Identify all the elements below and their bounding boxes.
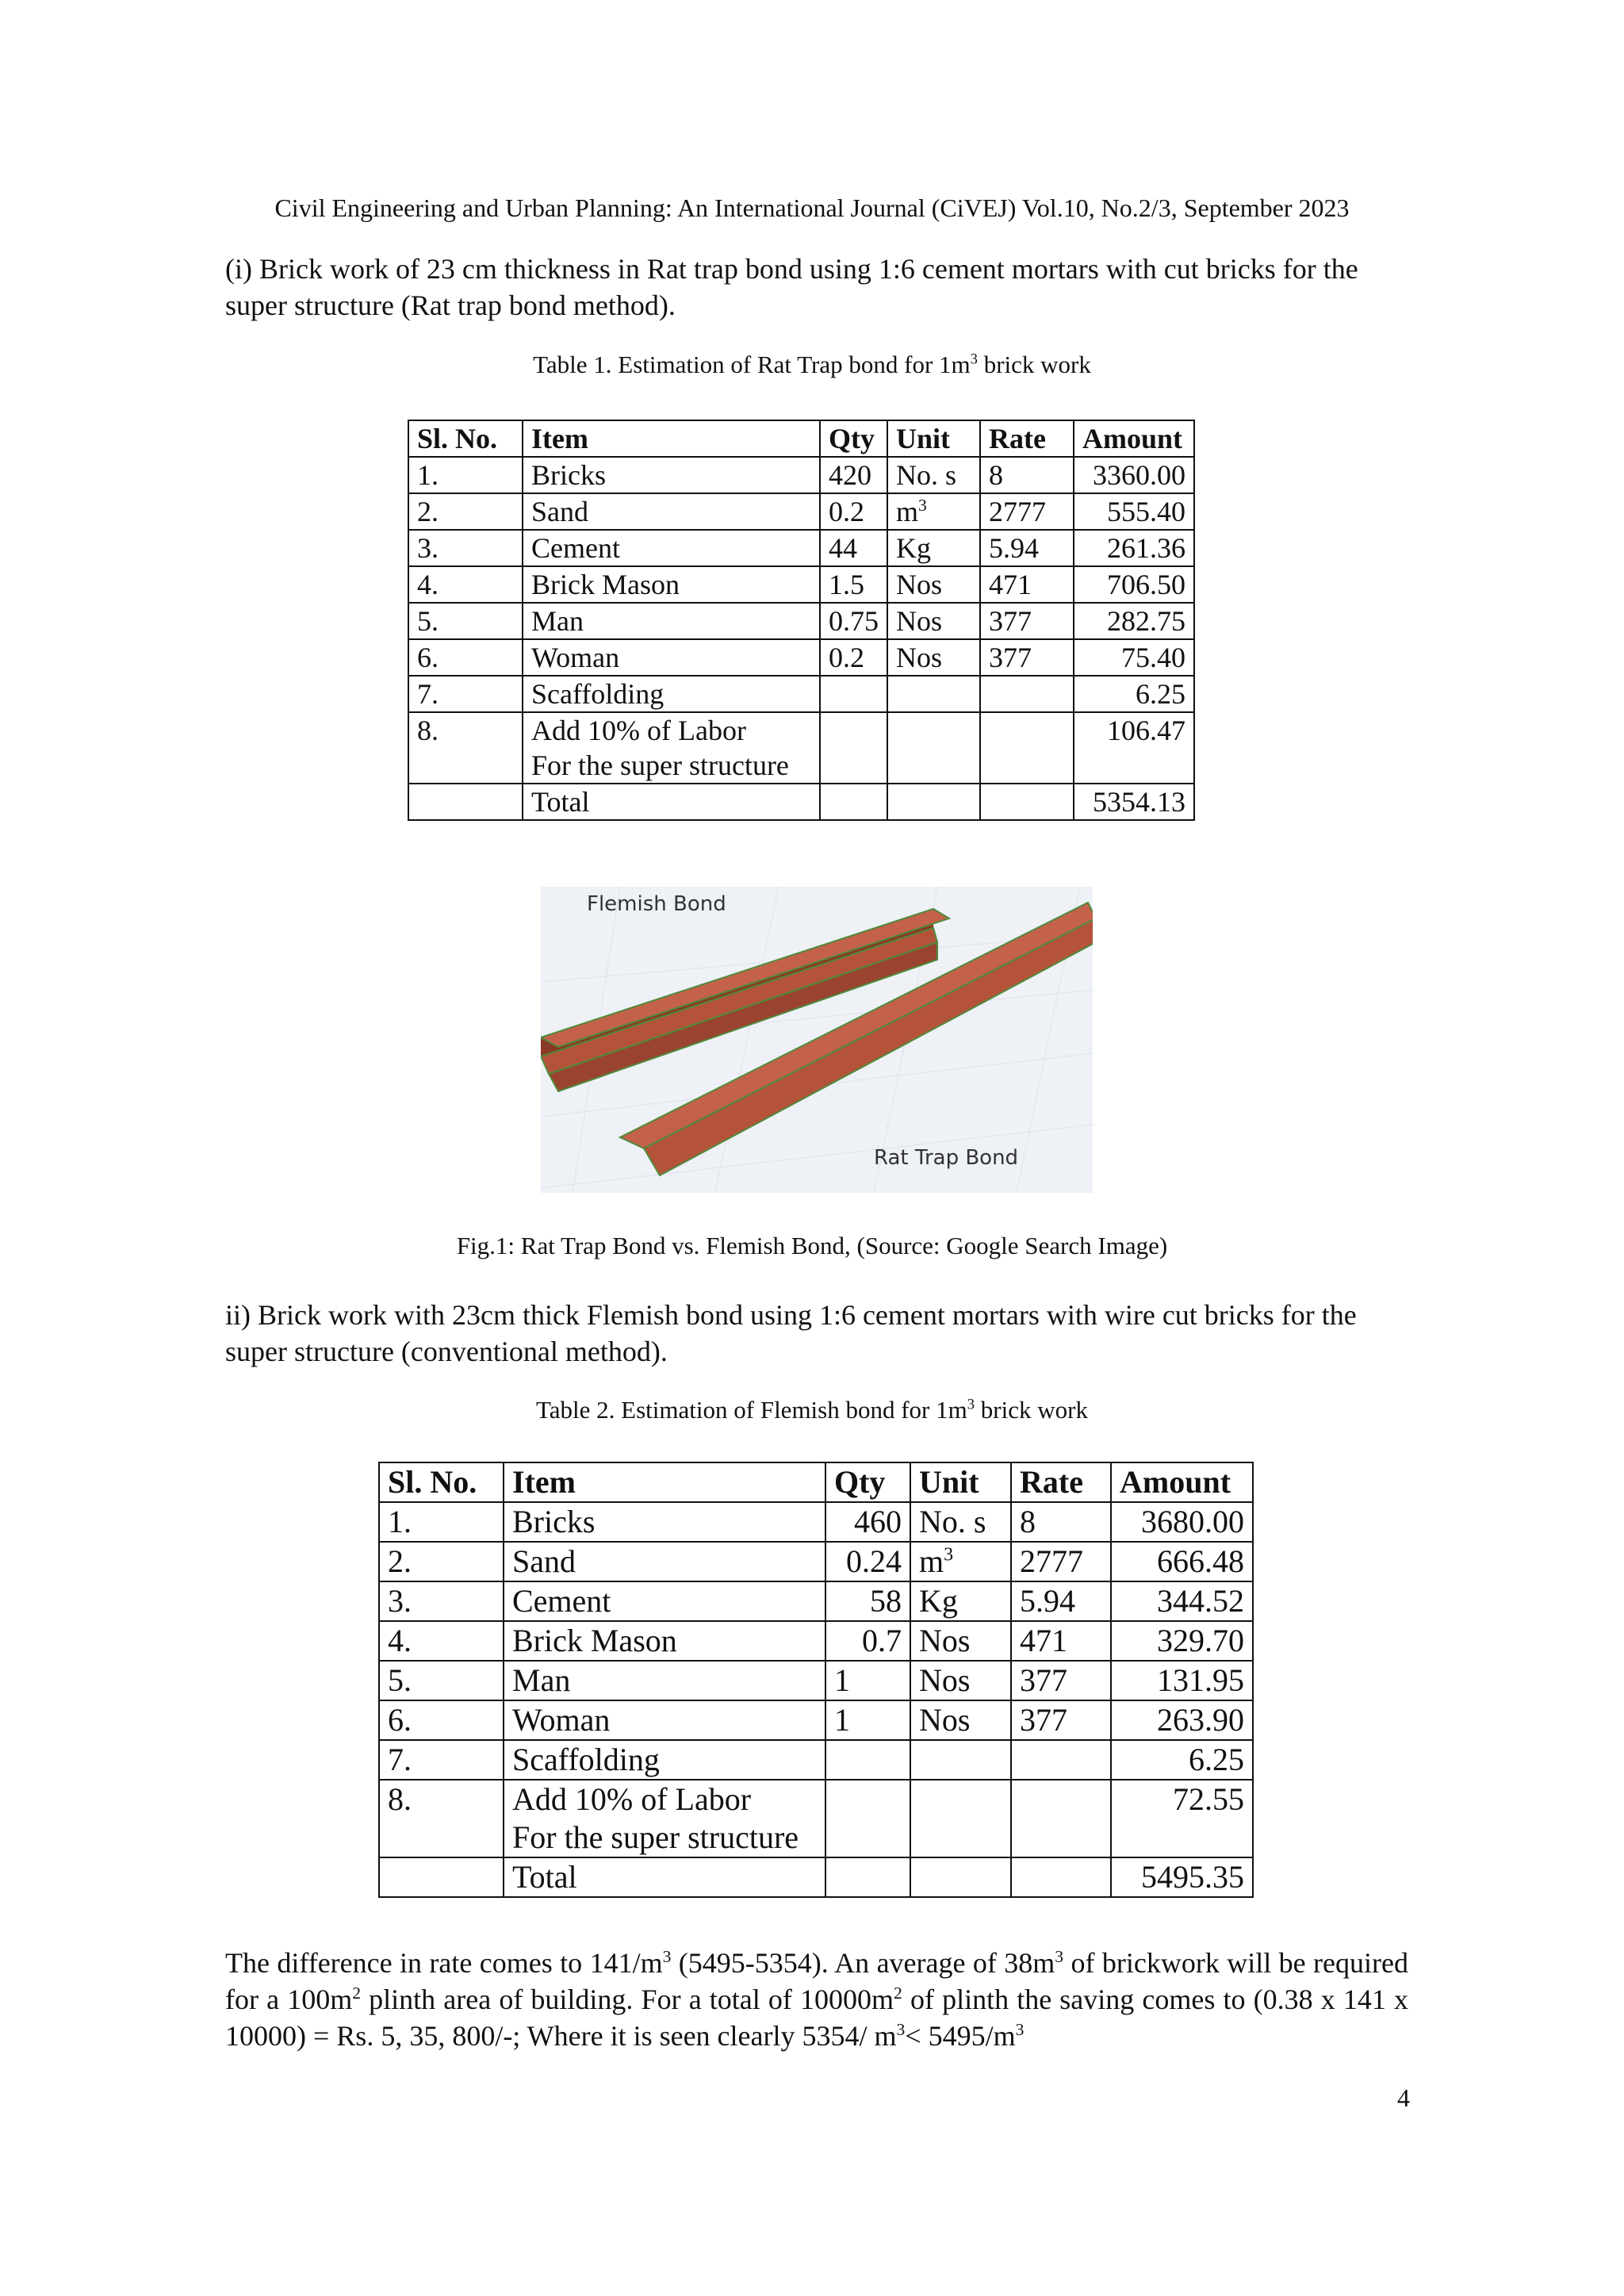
table-rat-trap-estimation — [408, 420, 1195, 821]
figure-label-flemish: Flemish Bond — [587, 892, 726, 916]
table-flemish-estimation — [378, 1462, 1254, 1898]
header-unit: Unit — [887, 420, 980, 457]
table-header-row — [379, 1462, 1253, 1502]
table-row: 2. Sand 0.2 $m^3$ 2777 555.40 — [408, 493, 1194, 530]
header-qty: Qty — [820, 420, 887, 457]
table-row: 7. Scaffolding 6.25 — [408, 676, 1194, 712]
page-number: 4 — [1397, 2083, 1410, 2112]
header-item: Item — [504, 1462, 825, 1502]
paragraph-conclusion: The difference in rate comes to $141/m^3$ (5495-5354). An average of $38m^3$ of brickwork will be required for a $100m^2$ plinth area of building. For a total of $10000m^2$ of plinth the saving comes to (0.38 x 141 x 10000) = Rs. 5, 35, 800/-; Where it is seen clearly 5354/ $m^3< 5495/m^3$ — [225, 1947, 1408, 2052]
table-total-row: Total 5354.13 — [408, 784, 1194, 820]
table-row: 3. Cement 44 Kg 5.94 261.36 — [408, 530, 1194, 566]
table-row: 8. Add 10% of Labor For the super structure 72.55 — [379, 1780, 1253, 1857]
table-row: 6. Woman 1 Nos 377 263.90 — [379, 1700, 1253, 1740]
table1-caption: Table 1. Estimation of Rat Trap bond for $1m^3$ brick work — [533, 351, 1091, 378]
table-row: 2. Sand 0.24 $m^3$ 2777 666.48 — [379, 1542, 1253, 1581]
table-row: 8. Add 10% of Labor For the super structure 106.47 — [408, 712, 1194, 784]
paragraph-flemish: ii) Brick work with 23cm thick Flemish bond using 1:6 cement mortars with wire cut bricks for the super structure (conventional method). — [225, 1299, 1357, 1367]
header-item: Item — [523, 420, 820, 457]
header-unit: Unit — [910, 1462, 1011, 1502]
table-row: 7. Scaffolding 6.25 — [379, 1740, 1253, 1780]
header-amount: Amount — [1074, 420, 1194, 457]
header-amount: Amount — [1111, 1462, 1253, 1502]
table-header-row — [408, 420, 1194, 457]
brick-bond-figure — [541, 887, 1093, 1193]
header-sl-no: Sl. No. — [408, 420, 523, 457]
figure-label-rat-trap: Rat Trap Bond — [874, 1146, 1019, 1170]
table-row: 1. Bricks 460 No. s 8 3680.00 — [379, 1502, 1253, 1542]
figure-caption: Fig.1: Rat Trap Bond vs. Flemish Bond, (Source: Google Search Image) — [456, 1232, 1168, 1259]
table-total-row: Total 5495.35 — [379, 1857, 1253, 1897]
header-rate: Rate — [980, 420, 1074, 457]
table-row: 4. Brick Mason 0.7 Nos 471 329.70 — [379, 1621, 1253, 1661]
table-row: 6. Woman 0.2 Nos 377 75.40 — [408, 639, 1194, 676]
header-sl-no: Sl. No. — [379, 1462, 504, 1502]
journal-header: Civil Engineering and Urban Planning: An International Journal (CiVEJ) Vol.10, No.2/3, September 2023 — [274, 194, 1350, 222]
table-row: 1. Bricks 420 No. s 8 3360.00 — [408, 457, 1194, 493]
table-row: 5. Man 0.75 Nos 377 282.75 — [408, 603, 1194, 639]
table-row: 5. Man 1 Nos 377 131.95 — [379, 1661, 1253, 1700]
table-row: 3. Cement 58 Kg 5.94 344.52 — [379, 1581, 1253, 1621]
header-qty: Qty — [825, 1462, 910, 1502]
paragraph-rat-trap: (i) Brick work of 23 cm thickness in Rat trap bond using 1:6 cement mortars with cut bricks for the super structure (Rat trap bond method). — [225, 253, 1358, 321]
table-row: 4. Brick Mason 1.5 Nos 471 706.50 — [408, 566, 1194, 603]
table2-caption: Table 2. Estimation of Flemish bond for $1m^3$ brick work — [536, 1396, 1088, 1424]
header-rate: Rate — [1011, 1462, 1111, 1502]
